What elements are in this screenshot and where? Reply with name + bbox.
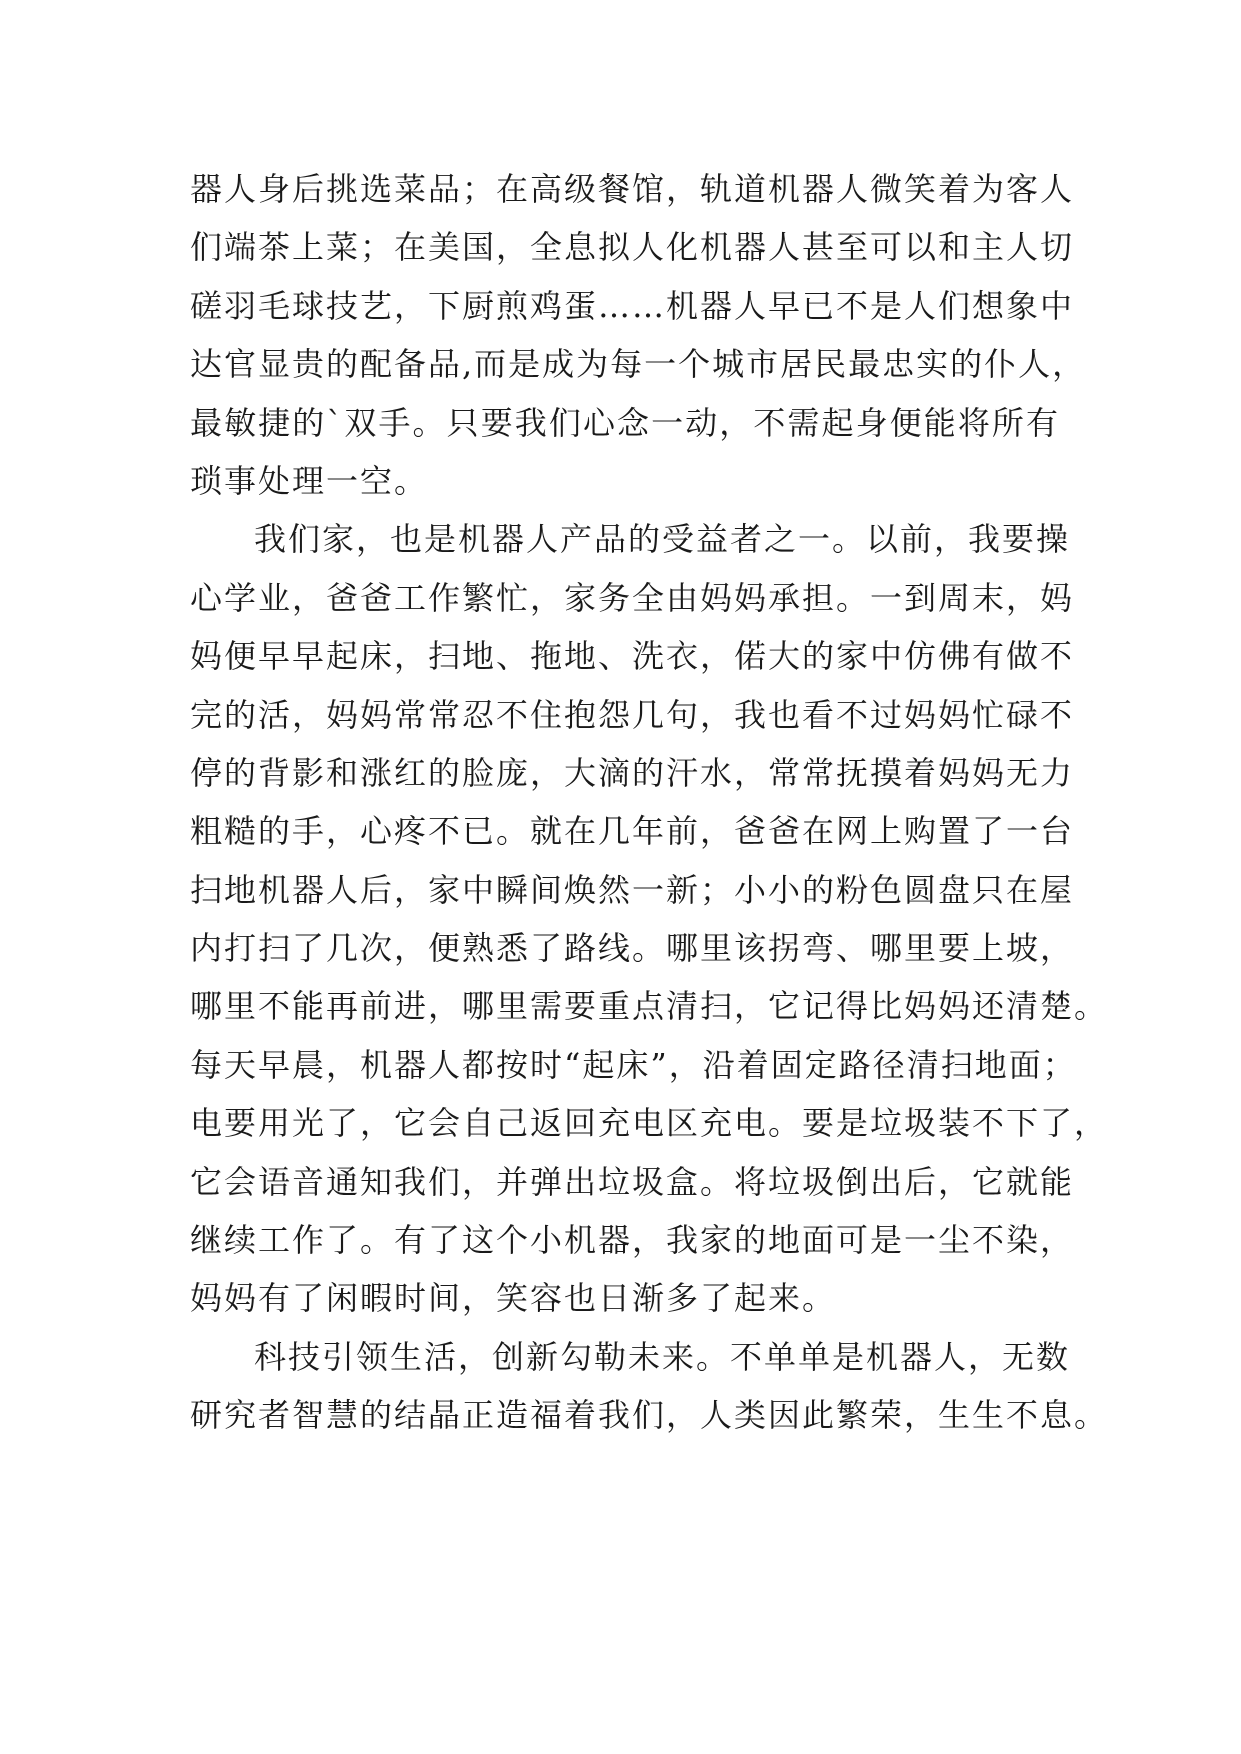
text-line: 扫地机器人后，家中瞬间焕然一新；小小的粉色圆盘只在屋 (190, 870, 1075, 909)
text-line: 每天早晨，机器人都按时“起床”，沿着固定路径清扫地面； (190, 1045, 1077, 1084)
text-line: 磋羽毛球技艺，下厨煎鸡蛋……机器人早已不是人们想象中 (190, 286, 1075, 325)
text-line: 电要用光了，它会自己返回充电区充电。要是垃圾装不下了， (190, 1104, 1109, 1143)
text-line: 研究者智慧的结晶正造福着我们，人类因此繁荣，生生不息。 (190, 1396, 1109, 1435)
paragraph (190, 510, 1109, 1327)
paragraph (190, 160, 1087, 510)
text-line: 琐事处理一空。 (190, 461, 429, 500)
text-line: 完的活，妈妈常常忍不住抱怨几句，我也看不过妈妈忙碌不 (190, 695, 1075, 734)
text-line: 妈便早早起床，扫地、拖地、洗衣，偌大的家中仿佛有做不 (190, 637, 1075, 676)
text-line: 心学业，爸爸工作繁忙，家务全由妈妈承担。一到周末，妈 (190, 578, 1075, 617)
text-line: 器人身后挑选菜品；在高级餐馆，轨道机器人微笑着为客人 (190, 170, 1075, 208)
text-line: 达官显贵的配备品,而是成为每一个城市居民最忠实的仆人， (190, 345, 1087, 384)
text-line: 内打扫了几次，便熟悉了路线。哪里该拐弯、哪里要上坡， (190, 929, 1075, 968)
text-line: 妈妈有了闲暇时间，笑容也日渐多了起来。 (190, 1279, 837, 1318)
text-line: 停的背影和涨红的脸庞，大滴的汗水，常常抚摸着妈妈无力 (190, 753, 1075, 792)
text-line: 粗糙的手，心疼不已。就在几年前，爸爸在网上购置了一台 (190, 812, 1075, 851)
text-line: 我们家，也是机器人产品的受益者之一。以前，我要操 (254, 520, 1071, 559)
text-line: 它会语音通知我们，并弹出垃圾盒。将垃圾倒出后，它就能 (190, 1162, 1075, 1201)
text-line: 们端茶上菜；在美国，全息拟人化机器人甚至可以和主人切 (190, 228, 1075, 267)
body-text (190, 160, 1109, 1445)
paragraph (190, 1328, 1109, 1445)
text-line: 最敏捷的`双手。只要我们心念一动，不需起身便能将所有 (190, 403, 1060, 442)
text-line: 继续工作了。有了这个小机器，我家的地面可是一尘不染， (190, 1221, 1075, 1260)
text-line: 科技引领生活，创新勾勒未来。不单单是机器人，无数 (254, 1337, 1071, 1376)
text-line: 哪里不能再前进，哪里需要重点清扫，它记得比妈妈还清楚。 (190, 987, 1109, 1026)
